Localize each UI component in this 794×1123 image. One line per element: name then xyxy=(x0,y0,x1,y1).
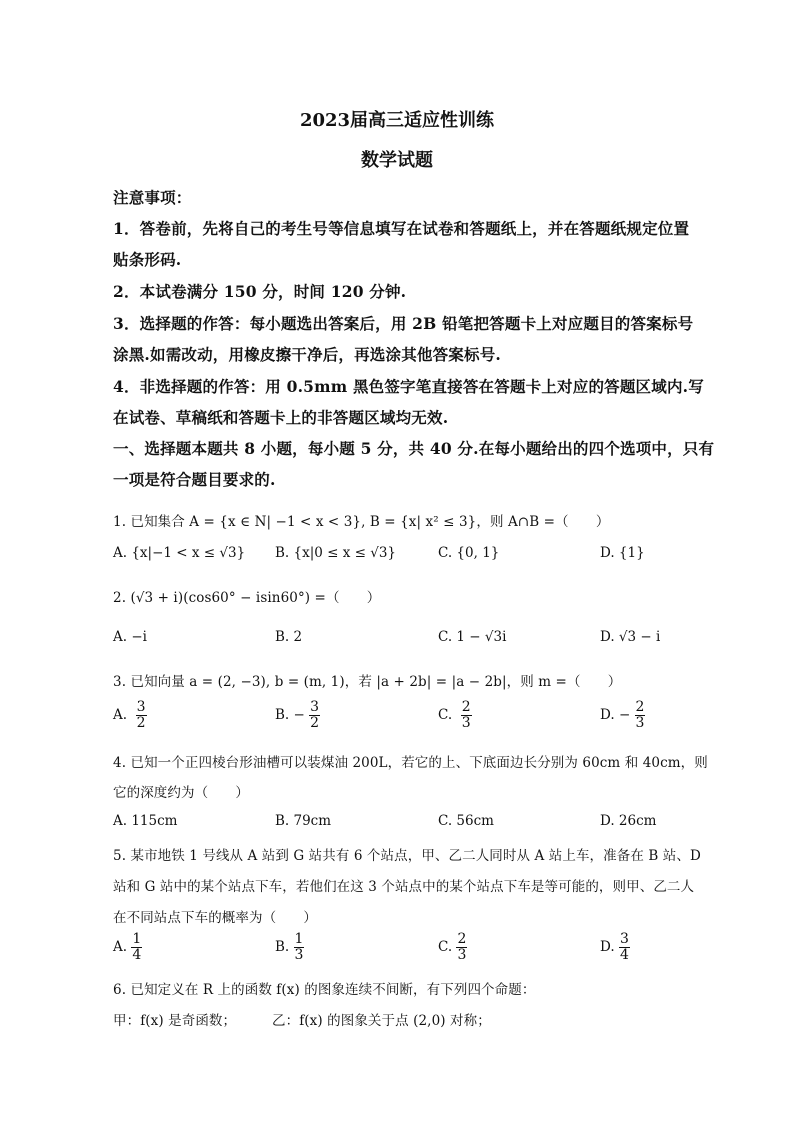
fraction xyxy=(456,932,467,962)
section-heading: 一、选择题本题共 8 小题，每小题 5 分，共 40 分.在每小题给出的四个选项中，只有 xyxy=(113,439,715,458)
fraction-denominator: 2 xyxy=(310,714,320,731)
option-label: A. xyxy=(113,707,128,724)
option-c xyxy=(438,932,467,962)
fraction-numerator: 3 xyxy=(619,931,629,947)
fraction-numerator: 2 xyxy=(461,699,471,715)
fraction-denominator: 3 xyxy=(294,946,304,963)
fraction xyxy=(309,700,320,730)
fraction-denominator: 2 xyxy=(136,714,146,731)
question-stem: 6. 已知定义在 R 上的函数 f(x) 的图象连续不间断，有下列四个命题： xyxy=(113,982,536,998)
question-stem: 它的深度约为（ ） xyxy=(113,785,249,801)
option-label: B. xyxy=(275,939,290,956)
option-sign: − xyxy=(618,707,631,724)
fraction-denominator: 4 xyxy=(132,946,142,963)
option-c: C. 56cm xyxy=(438,813,494,829)
notes-line: 2．本试卷满分 150 分，时间 120 分钟. xyxy=(113,282,407,301)
notes-line: 4．非选择题的作答：用 0.5mm 黑色签字笔直接答在答题卡上对应的答题区域内.写 xyxy=(113,377,704,396)
option-d: D. {1} xyxy=(600,545,645,561)
option-d: D. 26cm xyxy=(600,813,657,829)
option-d xyxy=(600,932,630,962)
fraction xyxy=(131,932,142,962)
notes-heading: 注意事项： xyxy=(113,188,192,207)
notes-line: 涂黑.如需改动，用橡皮擦干净后，再选涂其他答案标号. xyxy=(113,345,501,364)
question-stem: 3. 已知向量 a = (2, −3), b = (m, 1)，若 |a + 2b| = |a − 2b|，则 m =（ ） xyxy=(113,674,622,690)
option-sign: − xyxy=(293,707,305,724)
option-a xyxy=(113,700,147,730)
option-label: C. xyxy=(438,939,453,956)
option-label: D. xyxy=(600,939,615,956)
option-c xyxy=(438,700,472,730)
fraction-numerator: 1 xyxy=(132,931,142,947)
fraction-numerator: 3 xyxy=(136,699,146,715)
option-a xyxy=(113,932,142,962)
fraction-numerator: 1 xyxy=(294,931,304,947)
option-label: A. xyxy=(113,939,128,956)
question-stem: 5. 某市地铁 1 号线从 A 站到 G 站共有 6 个站点，甲、乙二人同时从 A 站上车，准备在 B 站、D xyxy=(113,848,701,864)
page-title: 2023届高三适应性训练 xyxy=(299,110,495,131)
fraction-numerator: 2 xyxy=(635,699,645,715)
fraction-numerator: 3 xyxy=(310,699,320,715)
option-a: A. {x|−1 < x ≤ √3} xyxy=(113,545,246,561)
question-stem: 1. 已知集合 A = {x ∈ N| −1 < x < 3}, B = {x| x² ≤ 3}，则 A∩B =（ ） xyxy=(113,514,610,530)
fraction xyxy=(619,932,630,962)
fraction-denominator: 3 xyxy=(635,714,645,731)
fraction-denominator: 3 xyxy=(461,714,471,731)
option-d xyxy=(600,700,645,730)
notes-line: 贴条形码. xyxy=(113,250,182,269)
section-heading: 一项是符合题目要求的. xyxy=(113,470,276,489)
option-c: C. 1 − √3i xyxy=(438,629,507,645)
question-stem: 4. 已知一个正四棱台形油槽可以装煤油 200L，若它的上、下底面边长分别为 60cm 和 40cm，则 xyxy=(113,755,708,771)
option-a: A. 115cm xyxy=(113,813,178,829)
option-b xyxy=(275,932,304,962)
option-a: A. −i xyxy=(113,629,147,645)
fraction xyxy=(294,932,305,962)
option-d: D. √3 − i xyxy=(600,629,661,645)
fraction-denominator: 4 xyxy=(619,946,629,963)
option-label: C. xyxy=(438,707,453,724)
option-b: B. 79cm xyxy=(275,813,332,829)
option-b xyxy=(275,700,320,730)
fraction-numerator: 2 xyxy=(457,931,467,947)
question-stem: 2. (√3 + i)(cos60° − isin60°) =（ ） xyxy=(113,590,381,606)
notes-line: 1．答卷前，先将自己的考生号等信息填写在试卷和答题纸上，并在答题纸规定位置 xyxy=(113,219,690,238)
option-label: B. xyxy=(275,707,290,724)
notes-line: 3．选择题的作答：每小题选出答案后，用 2B 铅笔把答题卡上对应题目的答案标号 xyxy=(113,314,694,333)
question-stem: 站和 G 站中的某个站点下车，若他们在这 3 个站点中的某个站点下车是等可能的，则甲、乙二人 xyxy=(113,879,695,895)
fraction xyxy=(136,700,147,730)
fraction xyxy=(635,700,646,730)
fraction-denominator: 3 xyxy=(457,946,467,963)
page-subtitle: 数学试题 xyxy=(361,150,433,171)
option-b: B. 2 xyxy=(275,629,303,645)
proposition-item: 乙：f(x) 的图象关于点 (2,0) 对称； xyxy=(272,1013,491,1029)
fraction xyxy=(461,700,472,730)
option-b: B. {x|0 ≤ x ≤ √3} xyxy=(275,545,397,561)
option-label: D. xyxy=(600,707,615,724)
question-stem: 在不同站点下车的概率为（ ） xyxy=(113,910,317,926)
option-c: C. {0, 1} xyxy=(438,545,500,561)
proposition-item: 甲：f(x) 是奇函数； xyxy=(113,1013,237,1029)
notes-line: 在试卷、草稿纸和答题卡上的非答题区域均无效. xyxy=(113,408,449,427)
